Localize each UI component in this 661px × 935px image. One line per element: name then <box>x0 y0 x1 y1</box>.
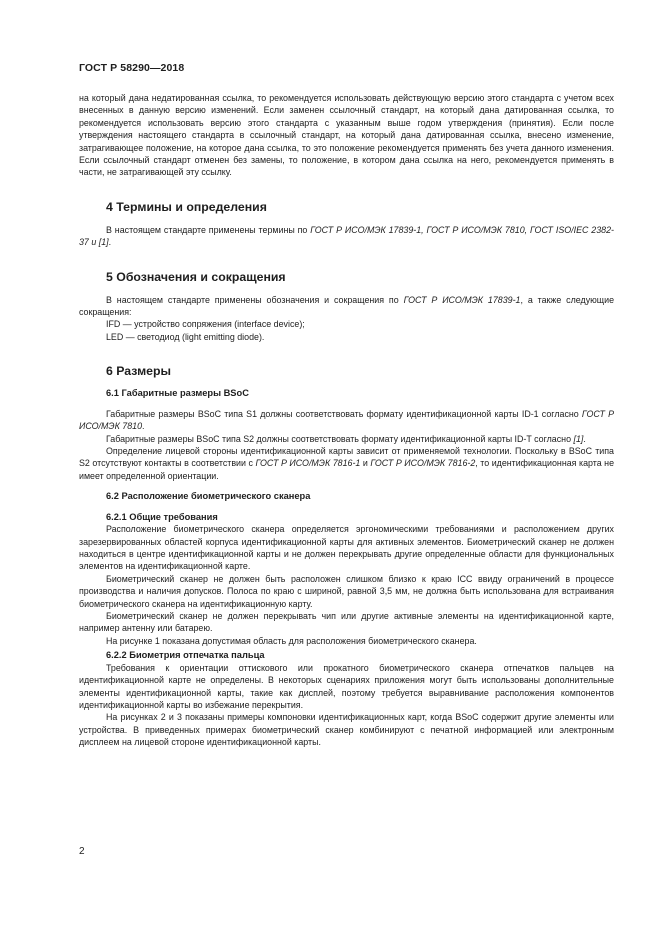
section-6-2-1-heading: 6.2.1 Общие требования <box>106 511 218 522</box>
section-6-2-1-paragraph-1: Расположение биометрического сканера определяется эргономическими требованиями и расположением других зарезервированных областей корпуса идентификационной карты для активных элементов. Биометрический сканер не должен находиться в центре идентификационной карты и не должен перекрывать другие определенные области для функциональных элементов на идентификационной карте. <box>79 524 614 572</box>
section-6-2-1-paragraph-2: Биометрический сканер не должен быть расположен слишком близко к краю ICC ввиду ограничений в процессе производства и наличия допусков. Полоса по краю с шириной, равной 3,5 мм, не должна быть использована для встраивания биометрического сканера на идентификационную карту. <box>79 573 614 609</box>
s61-p1-tail: . <box>142 421 145 432</box>
section-5-heading: 5 Обозначения и сокращения <box>106 269 286 284</box>
section-6-2-2-paragraph-1: Требования к ориентации оттискового или прокатного биометрического сканера отпечатков пальцев на идентификационной карте не определены. В некоторых сценариях приложения могут быть использованы дополнительные элементы идентификационной карты, такие как дисплей, поэтому требуется выравнивание расположения компонентов идентификационной карты во избежание перекрытия. <box>79 662 614 710</box>
section-5-lead: В настоящем стандарте применены обозначения и сокращения по <box>106 294 404 305</box>
section-4-paragraph <box>79 224 614 249</box>
section-6-1-heading: 6.1 Габаритные размеры BSoC <box>106 388 249 399</box>
s61-p3-reference-2: ГОСТ Р ИСО/МЭК 7816-2 <box>370 458 476 469</box>
s61-p1-lead: Габаритные размеры BSoC типа S1 должны соответствовать формату идентификационной карты ID-1 согласно <box>106 408 582 419</box>
section-6-2-1-paragraph-4: На рисунке 1 показана допустимая область для расположения биометрического сканера. <box>106 635 477 646</box>
page-content <box>79 92 614 749</box>
section-6-2-1-paragraph-3: Биометрический сканер не должен перекрывать чип или другие активные элементы на идентификационной карте, например антенну или батарею. <box>79 611 614 634</box>
abbreviation-led: LED — светодиод (light emitting diode). <box>106 331 265 342</box>
abbreviation-ifd: IFD — устройство сопряжения (interface device); <box>106 319 305 330</box>
s61-p2-lead: Габаритные размеры BSoC типа S2 должны соответствовать формату идентификационной карты ID-T согласно <box>106 433 574 444</box>
section-6-1-paragraph-1 <box>79 408 614 433</box>
section-5-reference: ГОСТ Р ИСО/МЭК 17839-1 <box>403 294 521 305</box>
s61-p3-mid: и <box>360 458 371 469</box>
section-4-heading: 4 Термины и определения <box>106 199 267 214</box>
standard-header: ГОСТ Р 58290—2018 <box>79 62 185 74</box>
s61-p2-tail: . <box>583 433 586 444</box>
section-4-references: ГОСТ Р ИСО/МЭК 17839-1, ГОСТ Р ИСО/МЭК 7810, ГОСТ ISO/IEC 2382-37 и [1] <box>79 224 614 248</box>
section-6-1-paragraph-2 <box>79 433 614 445</box>
section-5-tail: , а также следующие сокращения: <box>79 294 615 318</box>
s61-p1-reference: ГОСТ Р ИСО/МЭК 7810 <box>79 408 615 432</box>
s61-p2-reference: [1] <box>573 433 584 444</box>
section-4-lead: В настоящем стандарте применены термины по <box>106 224 311 235</box>
section-6-2-heading: 6.2 Расположение биометрического сканера <box>106 491 311 502</box>
intro-paragraph: на который дана недатированная ссылка, то рекомендуется использовать действующую версию этого стандарта с учетом всех внесенных в данную версию изменений. Если заменен ссылочный стандарт, на который дана датированная ссылка, то рекомендуется использовать версию этого стандарта с указанным выше годом утверждения (принятия). Если после утверждения настоящего стандарта в ссылочный стандарт, на который дана датированная ссылка, внесено изменение, затрагивающее положение, на которое дана ссылка, то это положение рекомендуется применять без учета данного изменения. Если ссылочный стандарт отменен без замены, то положение, в котором дана ссылка на него, рекомендуется применять в части, не затрагивающей эту ссылку. <box>79 93 614 178</box>
section-6-1-paragraph-3 <box>79 445 614 482</box>
page-number: 2 <box>79 846 85 857</box>
section-6-heading: 6 Размеры <box>106 364 172 379</box>
section-5-paragraph <box>79 294 614 319</box>
section-6-2-2-paragraph-2: На рисунках 2 и 3 показаны примеры компоновки идентификационных карт, когда BSoC содержит другие элементы или устройства. В приведенных примерах биометрический сканер комбинируют с печатной информацией или электронным дисплеем на лицевой стороне идентификационной карты. <box>79 712 614 748</box>
section-6-2-2-heading: 6.2.2 Биометрия отпечатка пальца <box>106 650 265 661</box>
s61-p3-lead: Определение лицевой стороны идентификационной карты зависит от применяемой технологии. Поскольку в BSoC типа S2 отсутствуют контакты в соответствии с <box>79 446 614 469</box>
section-4-tail: . <box>108 237 112 248</box>
s61-p3-tail: , то идентификационная карта не имеет определенной ориентации. <box>79 458 615 481</box>
s61-p3-reference-1: ГОСТ Р ИСО/МЭК 7816-1 <box>255 458 361 469</box>
